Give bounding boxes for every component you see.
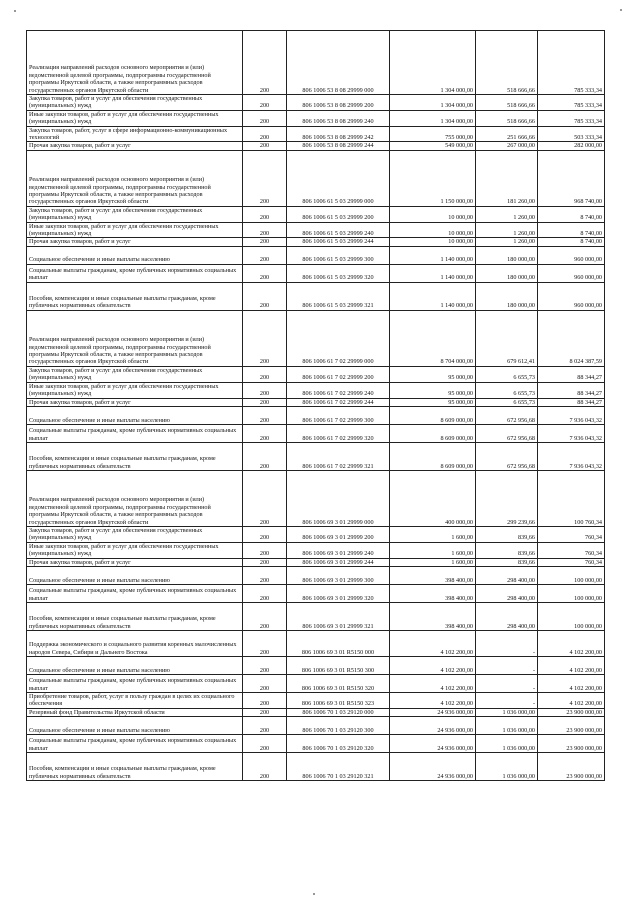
row-remaining-amount-cell: 4 102 200,00 bbox=[538, 692, 605, 708]
row-code-cell: 200 bbox=[243, 526, 287, 542]
row-code-cell: 200 bbox=[243, 398, 287, 406]
row-executed-amount-cell: 180 000,00 bbox=[476, 264, 538, 282]
row-classification-code-cell: 806 1006 61 5 03 29999 000 bbox=[287, 150, 390, 206]
row-name-cell: Социальные выплаты гражданам, кроме публичных нормативных социальных выплат bbox=[27, 735, 243, 753]
row-executed-amount-cell: 180 000,00 bbox=[476, 282, 538, 310]
row-code-cell: 200 bbox=[243, 558, 287, 566]
table-row bbox=[27, 406, 605, 424]
row-approved-amount-cell: 10 000,00 bbox=[390, 206, 476, 222]
row-remaining-amount-cell: 968 740,00 bbox=[538, 150, 605, 206]
row-classification-code-cell: 806 1006 61 7 02 29999 244 bbox=[287, 398, 390, 406]
row-name-cell: Поддержка экономического и социального развития коренных малочисленных народов Севера, Сибири и Дальнего Востока bbox=[27, 630, 243, 656]
row-classification-code-cell: 806 1006 69 3 01 R5150 000 bbox=[287, 630, 390, 656]
table-row bbox=[27, 126, 605, 142]
table-row bbox=[27, 31, 605, 95]
row-executed-amount-cell: 518 666,66 bbox=[476, 95, 538, 111]
table-row bbox=[27, 282, 605, 310]
table-row bbox=[27, 442, 605, 470]
row-classification-code-cell: 806 1006 61 7 02 29999 320 bbox=[287, 424, 390, 442]
row-executed-amount-cell: 298 400,00 bbox=[476, 584, 538, 602]
row-executed-amount-cell: 1 260,00 bbox=[476, 206, 538, 222]
row-code-cell: 200 bbox=[243, 424, 287, 442]
row-code-cell: 200 bbox=[243, 406, 287, 424]
row-approved-amount-cell: 24 936 000,00 bbox=[390, 753, 476, 781]
row-executed-amount-cell: 672 956,68 bbox=[476, 406, 538, 424]
row-classification-code-cell: 806 1006 61 7 02 29999 200 bbox=[287, 366, 390, 382]
row-executed-amount-cell: 6 655,73 bbox=[476, 382, 538, 398]
row-name-cell: Пособия, компенсации и иные социальные выплаты гражданам, кроме публичных нормативных обязательств bbox=[27, 282, 243, 310]
row-approved-amount-cell: 8 704 000,00 bbox=[390, 310, 476, 366]
table-row bbox=[27, 310, 605, 366]
row-approved-amount-cell: 1 304 000,00 bbox=[390, 31, 476, 95]
row-executed-amount-cell: - bbox=[476, 674, 538, 692]
row-name-cell: Реализация направлений расходов основного мероприятия и (или) ведомственной целевой программы, подпрограммы государственной программы Иркутской области, а также непрограммных расходов государственных органов Иркутской области bbox=[27, 470, 243, 526]
row-classification-code-cell: 806 1006 61 5 03 29999 300 bbox=[287, 246, 390, 264]
scan-speck bbox=[313, 893, 315, 895]
row-approved-amount-cell: 755 000,00 bbox=[390, 126, 476, 142]
table-row bbox=[27, 206, 605, 222]
row-approved-amount-cell: 400 000,00 bbox=[390, 470, 476, 526]
row-approved-amount-cell: 549 000,00 bbox=[390, 142, 476, 150]
row-classification-code-cell: 806 1006 69 3 01 29999 320 bbox=[287, 584, 390, 602]
row-approved-amount-cell: 8 609 000,00 bbox=[390, 442, 476, 470]
row-executed-amount-cell: 181 260,00 bbox=[476, 150, 538, 206]
scan-speck bbox=[620, 9, 622, 11]
row-classification-code-cell: 806 1006 61 5 03 29999 321 bbox=[287, 282, 390, 310]
row-executed-amount-cell: 298 400,00 bbox=[476, 566, 538, 584]
row-code-cell: 200 bbox=[243, 282, 287, 310]
row-executed-amount-cell: - bbox=[476, 630, 538, 656]
row-code-cell: 200 bbox=[243, 310, 287, 366]
row-name-cell: Пособия, компенсации и иные социальные выплаты гражданам, кроме публичных нормативных обязательств bbox=[27, 753, 243, 781]
row-classification-code-cell: 806 1006 69 3 01 R5150 323 bbox=[287, 692, 390, 708]
row-code-cell: 200 bbox=[243, 656, 287, 674]
table-row bbox=[27, 558, 605, 566]
row-approved-amount-cell: 24 936 000,00 bbox=[390, 717, 476, 735]
row-remaining-amount-cell: 760,34 bbox=[538, 542, 605, 558]
row-executed-amount-cell: 180 000,00 bbox=[476, 246, 538, 264]
row-executed-amount-cell: - bbox=[476, 692, 538, 708]
row-approved-amount-cell: 95 000,00 bbox=[390, 398, 476, 406]
table-row bbox=[27, 470, 605, 526]
row-remaining-amount-cell: 88 344,27 bbox=[538, 366, 605, 382]
row-remaining-amount-cell: 7 936 043,32 bbox=[538, 442, 605, 470]
row-approved-amount-cell: 1 600,00 bbox=[390, 526, 476, 542]
row-remaining-amount-cell: 960 000,00 bbox=[538, 264, 605, 282]
table-row bbox=[27, 584, 605, 602]
row-code-cell: 200 bbox=[243, 630, 287, 656]
row-remaining-amount-cell: 8 024 387,59 bbox=[538, 310, 605, 366]
row-remaining-amount-cell: 100 760,34 bbox=[538, 470, 605, 526]
row-remaining-amount-cell: 760,34 bbox=[538, 558, 605, 566]
row-executed-amount-cell: 1 260,00 bbox=[476, 238, 538, 246]
row-name-cell: Социальное обеспечение и иные выплаты населению bbox=[27, 246, 243, 264]
row-executed-amount-cell: 298 400,00 bbox=[476, 602, 538, 630]
row-remaining-amount-cell: 23 900 000,00 bbox=[538, 753, 605, 781]
row-name-cell: Прочая закупка товаров, работ и услуг bbox=[27, 558, 243, 566]
row-name-cell: Закупка товаров, работ и услуг для обеспечения государственных (муниципальных) нужд bbox=[27, 366, 243, 382]
row-code-cell: 200 bbox=[243, 442, 287, 470]
row-remaining-amount-cell: 4 102 200,00 bbox=[538, 674, 605, 692]
row-name-cell: Резервный фонд Правительства Иркутской области bbox=[27, 708, 243, 716]
row-remaining-amount-cell: 23 900 000,00 bbox=[538, 717, 605, 735]
row-approved-amount-cell: 1 140 000,00 bbox=[390, 282, 476, 310]
table-row bbox=[27, 150, 605, 206]
row-approved-amount-cell: 1 140 000,00 bbox=[390, 246, 476, 264]
row-classification-code-cell: 806 1006 70 1 03 29120 300 bbox=[287, 717, 390, 735]
row-name-cell: Реализация направлений расходов основного мероприятия и (или) ведомственной целевой программы, подпрограммы государственной программы Иркутской области, а также непрограммных расходов государственных органов Иркутской области bbox=[27, 31, 243, 95]
row-classification-code-cell: 806 1006 61 7 02 29999 000 bbox=[287, 310, 390, 366]
row-name-cell: Пособия, компенсации и иные социальные выплаты гражданам, кроме публичных нормативных обязательств bbox=[27, 442, 243, 470]
row-remaining-amount-cell: 785 333,34 bbox=[538, 31, 605, 95]
row-code-cell: 200 bbox=[243, 584, 287, 602]
row-executed-amount-cell: 267 000,00 bbox=[476, 142, 538, 150]
row-approved-amount-cell: 4 102 200,00 bbox=[390, 674, 476, 692]
row-executed-amount-cell: 299 239,66 bbox=[476, 470, 538, 526]
row-executed-amount-cell: 518 666,66 bbox=[476, 110, 538, 126]
table-row bbox=[27, 222, 605, 238]
row-name-cell: Социальное обеспечение и иные выплаты населению bbox=[27, 566, 243, 584]
row-executed-amount-cell: 679 612,41 bbox=[476, 310, 538, 366]
table-row bbox=[27, 542, 605, 558]
row-remaining-amount-cell: 23 900 000,00 bbox=[538, 708, 605, 716]
row-name-cell: Закупка товаров, работ и услуг для обеспечения государственных (муниципальных) нужд bbox=[27, 206, 243, 222]
row-name-cell: Закупка товаров, работ, услуг в сфере информационно-коммуникационных технологий bbox=[27, 126, 243, 142]
row-remaining-amount-cell: 4 102 200,00 bbox=[538, 656, 605, 674]
table-row bbox=[27, 656, 605, 674]
row-code-cell: 200 bbox=[243, 708, 287, 716]
table-row bbox=[27, 753, 605, 781]
row-remaining-amount-cell: 760,34 bbox=[538, 526, 605, 542]
scan-speck bbox=[14, 10, 16, 12]
row-classification-code-cell: 806 1006 61 7 02 29999 300 bbox=[287, 406, 390, 424]
row-executed-amount-cell: - bbox=[476, 656, 538, 674]
table-row bbox=[27, 382, 605, 398]
row-classification-code-cell: 806 1006 69 3 01 29999 000 bbox=[287, 470, 390, 526]
row-code-cell: 200 bbox=[243, 206, 287, 222]
row-approved-amount-cell: 398 400,00 bbox=[390, 584, 476, 602]
row-remaining-amount-cell: 960 000,00 bbox=[538, 246, 605, 264]
row-approved-amount-cell: 95 000,00 bbox=[390, 366, 476, 382]
row-code-cell: 200 bbox=[243, 110, 287, 126]
row-classification-code-cell: 806 1006 61 5 03 29999 240 bbox=[287, 222, 390, 238]
row-code-cell: 200 bbox=[243, 31, 287, 95]
row-classification-code-cell: 806 1006 61 7 02 29999 240 bbox=[287, 382, 390, 398]
row-approved-amount-cell: 1 600,00 bbox=[390, 558, 476, 566]
table-row bbox=[27, 424, 605, 442]
row-executed-amount-cell: 839,66 bbox=[476, 558, 538, 566]
row-remaining-amount-cell: 23 900 000,00 bbox=[538, 735, 605, 753]
row-approved-amount-cell: 4 102 200,00 bbox=[390, 656, 476, 674]
row-approved-amount-cell: 10 000,00 bbox=[390, 238, 476, 246]
row-code-cell: 200 bbox=[243, 753, 287, 781]
table-row bbox=[27, 142, 605, 150]
row-approved-amount-cell: 24 936 000,00 bbox=[390, 708, 476, 716]
row-classification-code-cell: 806 1006 53 8 08 29999 200 bbox=[287, 95, 390, 111]
row-code-cell: 200 bbox=[243, 542, 287, 558]
row-remaining-amount-cell: 100 000,00 bbox=[538, 566, 605, 584]
row-name-cell: Реализация направлений расходов основного мероприятия и (или) ведомственной целевой программы, подпрограммы государственной программы Иркутской области, а также непрограммных расходов государственных органов Иркутской области bbox=[27, 310, 243, 366]
row-remaining-amount-cell: 282 000,00 bbox=[538, 142, 605, 150]
row-executed-amount-cell: 1 036 000,00 bbox=[476, 753, 538, 781]
row-classification-code-cell: 806 1006 61 5 03 29999 244 bbox=[287, 238, 390, 246]
row-approved-amount-cell: 1 304 000,00 bbox=[390, 110, 476, 126]
row-code-cell: 200 bbox=[243, 470, 287, 526]
row-executed-amount-cell: 839,66 bbox=[476, 542, 538, 558]
row-code-cell: 200 bbox=[243, 150, 287, 206]
table-row bbox=[27, 566, 605, 584]
row-code-cell: 200 bbox=[243, 222, 287, 238]
row-executed-amount-cell: 6 655,73 bbox=[476, 398, 538, 406]
table-row bbox=[27, 95, 605, 111]
row-classification-code-cell: 806 1006 53 8 08 29999 242 bbox=[287, 126, 390, 142]
row-executed-amount-cell: 1 260,00 bbox=[476, 222, 538, 238]
row-approved-amount-cell: 8 609 000,00 bbox=[390, 424, 476, 442]
row-remaining-amount-cell: 960 000,00 bbox=[538, 282, 605, 310]
row-approved-amount-cell: 4 102 200,00 bbox=[390, 692, 476, 708]
row-approved-amount-cell: 10 000,00 bbox=[390, 222, 476, 238]
row-name-cell: Закупка товаров, работ и услуг для обеспечения государственных (муниципальных) нужд bbox=[27, 95, 243, 111]
table-row bbox=[27, 264, 605, 282]
row-classification-code-cell: 806 1006 69 3 01 29999 244 bbox=[287, 558, 390, 566]
table-row bbox=[27, 246, 605, 264]
table-row bbox=[27, 708, 605, 716]
row-classification-code-cell: 806 1006 69 3 01 29999 240 bbox=[287, 542, 390, 558]
row-remaining-amount-cell: 88 344,27 bbox=[538, 382, 605, 398]
row-classification-code-cell: 806 1006 61 7 02 29999 321 bbox=[287, 442, 390, 470]
row-remaining-amount-cell: 8 740,00 bbox=[538, 222, 605, 238]
row-code-cell: 200 bbox=[243, 717, 287, 735]
row-name-cell: Социальное обеспечение и иные выплаты населению bbox=[27, 717, 243, 735]
row-name-cell: Социальные выплаты гражданам, кроме публичных нормативных социальных выплат bbox=[27, 674, 243, 692]
row-remaining-amount-cell: 100 000,00 bbox=[538, 584, 605, 602]
row-classification-code-cell: 806 1006 69 3 01 29999 300 bbox=[287, 566, 390, 584]
row-code-cell: 200 bbox=[243, 366, 287, 382]
table-row bbox=[27, 602, 605, 630]
row-name-cell: Приобретение товаров, работ, услуг в пользу граждан в целях их социального обеспечения bbox=[27, 692, 243, 708]
row-remaining-amount-cell: 785 333,34 bbox=[538, 95, 605, 111]
row-approved-amount-cell: 1 140 000,00 bbox=[390, 264, 476, 282]
table-row bbox=[27, 674, 605, 692]
row-name-cell: Социальное обеспечение и иные выплаты населению bbox=[27, 656, 243, 674]
row-name-cell: Социальные выплаты гражданам, кроме публичных нормативных социальных выплат bbox=[27, 584, 243, 602]
table-row bbox=[27, 526, 605, 542]
row-code-cell: 200 bbox=[243, 735, 287, 753]
row-remaining-amount-cell: 4 102 200,00 bbox=[538, 630, 605, 656]
row-approved-amount-cell: 24 936 000,00 bbox=[390, 735, 476, 753]
row-classification-code-cell: 806 1006 69 3 01 29999 321 bbox=[287, 602, 390, 630]
row-classification-code-cell: 806 1006 70 1 03 29120 000 bbox=[287, 708, 390, 716]
row-code-cell: 200 bbox=[243, 382, 287, 398]
row-remaining-amount-cell: 785 333,34 bbox=[538, 110, 605, 126]
row-name-cell: Иные закупки товаров, работ и услуг для обеспечения государственных (муниципальных) нужд bbox=[27, 542, 243, 558]
row-classification-code-cell: 806 1006 53 8 08 29999 244 bbox=[287, 142, 390, 150]
row-classification-code-cell: 806 1006 53 8 08 29999 240 bbox=[287, 110, 390, 126]
row-classification-code-cell: 806 1006 61 5 03 29999 320 bbox=[287, 264, 390, 282]
row-name-cell: Социальные выплаты гражданам, кроме публичных нормативных социальных выплат bbox=[27, 264, 243, 282]
row-name-cell: Реализация направлений расходов основного мероприятия и (или) ведомственной целевой программы, подпрограммы государственной программы Иркутской области, а также непрограммных расходов государственных органов Иркутской области bbox=[27, 150, 243, 206]
row-code-cell: 200 bbox=[243, 238, 287, 246]
row-code-cell: 200 bbox=[243, 674, 287, 692]
row-approved-amount-cell: 1 150 000,00 bbox=[390, 150, 476, 206]
row-approved-amount-cell: 4 102 200,00 bbox=[390, 630, 476, 656]
expenditure-table bbox=[26, 30, 605, 781]
row-remaining-amount-cell: 503 333,34 bbox=[538, 126, 605, 142]
row-approved-amount-cell: 1 304 000,00 bbox=[390, 95, 476, 111]
row-remaining-amount-cell: 88 344,27 bbox=[538, 398, 605, 406]
row-remaining-amount-cell: 7 936 043,32 bbox=[538, 424, 605, 442]
row-classification-code-cell: 806 1006 70 1 03 29120 320 bbox=[287, 735, 390, 753]
row-code-cell: 200 bbox=[243, 246, 287, 264]
row-classification-code-cell: 806 1006 69 3 01 R5150 300 bbox=[287, 656, 390, 674]
row-name-cell: Прочая закупка товаров, работ и услуг bbox=[27, 238, 243, 246]
row-approved-amount-cell: 398 400,00 bbox=[390, 602, 476, 630]
table-row bbox=[27, 398, 605, 406]
row-name-cell: Иные закупки товаров, работ и услуг для обеспечения государственных (муниципальных) нужд bbox=[27, 110, 243, 126]
row-executed-amount-cell: 6 655,73 bbox=[476, 366, 538, 382]
table-row bbox=[27, 366, 605, 382]
row-code-cell: 200 bbox=[243, 264, 287, 282]
row-name-cell: Социальные выплаты гражданам, кроме публичных нормативных социальных выплат bbox=[27, 424, 243, 442]
row-executed-amount-cell: 1 036 000,00 bbox=[476, 717, 538, 735]
row-name-cell: Социальное обеспечение и иные выплаты населению bbox=[27, 406, 243, 424]
row-remaining-amount-cell: 100 000,00 bbox=[538, 602, 605, 630]
row-executed-amount-cell: 839,66 bbox=[476, 526, 538, 542]
table-row bbox=[27, 630, 605, 656]
row-code-cell: 200 bbox=[243, 566, 287, 584]
row-remaining-amount-cell: 7 936 043,32 bbox=[538, 406, 605, 424]
row-name-cell: Прочая закупка товаров, работ и услуг bbox=[27, 398, 243, 406]
row-remaining-amount-cell: 8 740,00 bbox=[538, 238, 605, 246]
row-executed-amount-cell: 672 956,68 bbox=[476, 424, 538, 442]
row-code-cell: 200 bbox=[243, 142, 287, 150]
row-executed-amount-cell: 518 666,66 bbox=[476, 31, 538, 95]
row-executed-amount-cell: 1 036 000,00 bbox=[476, 708, 538, 716]
row-name-cell: Пособия, компенсации и иные социальные выплаты гражданам, кроме публичных нормативных обязательств bbox=[27, 602, 243, 630]
row-classification-code-cell: 806 1006 69 3 01 29999 200 bbox=[287, 526, 390, 542]
row-code-cell: 200 bbox=[243, 95, 287, 111]
row-approved-amount-cell: 398 400,00 bbox=[390, 566, 476, 584]
row-name-cell: Прочая закупка товаров, работ и услуг bbox=[27, 142, 243, 150]
table-row bbox=[27, 692, 605, 708]
row-approved-amount-cell: 1 600,00 bbox=[390, 542, 476, 558]
row-name-cell: Иные закупки товаров, работ и услуг для обеспечения государственных (муниципальных) нужд bbox=[27, 222, 243, 238]
row-executed-amount-cell: 1 036 000,00 bbox=[476, 735, 538, 753]
table-row bbox=[27, 735, 605, 753]
row-code-cell: 200 bbox=[243, 126, 287, 142]
row-executed-amount-cell: 672 956,68 bbox=[476, 442, 538, 470]
row-name-cell: Иные закупки товаров, работ и услуг для обеспечения государственных (муниципальных) нужд bbox=[27, 382, 243, 398]
row-approved-amount-cell: 8 609 000,00 bbox=[390, 406, 476, 424]
row-code-cell: 200 bbox=[243, 692, 287, 708]
row-code-cell: 200 bbox=[243, 602, 287, 630]
table-row bbox=[27, 717, 605, 735]
expenditure-table-body bbox=[27, 31, 605, 781]
row-executed-amount-cell: 251 666,66 bbox=[476, 126, 538, 142]
row-classification-code-cell: 806 1006 61 5 03 29999 200 bbox=[287, 206, 390, 222]
table-row bbox=[27, 110, 605, 126]
row-approved-amount-cell: 95 000,00 bbox=[390, 382, 476, 398]
row-classification-code-cell: 806 1006 69 3 01 R5150 320 bbox=[287, 674, 390, 692]
table-row bbox=[27, 238, 605, 246]
row-classification-code-cell: 806 1006 53 8 08 29999 000 bbox=[287, 31, 390, 95]
row-name-cell: Закупка товаров, работ и услуг для обеспечения государственных (муниципальных) нужд bbox=[27, 526, 243, 542]
row-classification-code-cell: 806 1006 70 1 03 29120 321 bbox=[287, 753, 390, 781]
row-remaining-amount-cell: 8 740,00 bbox=[538, 206, 605, 222]
